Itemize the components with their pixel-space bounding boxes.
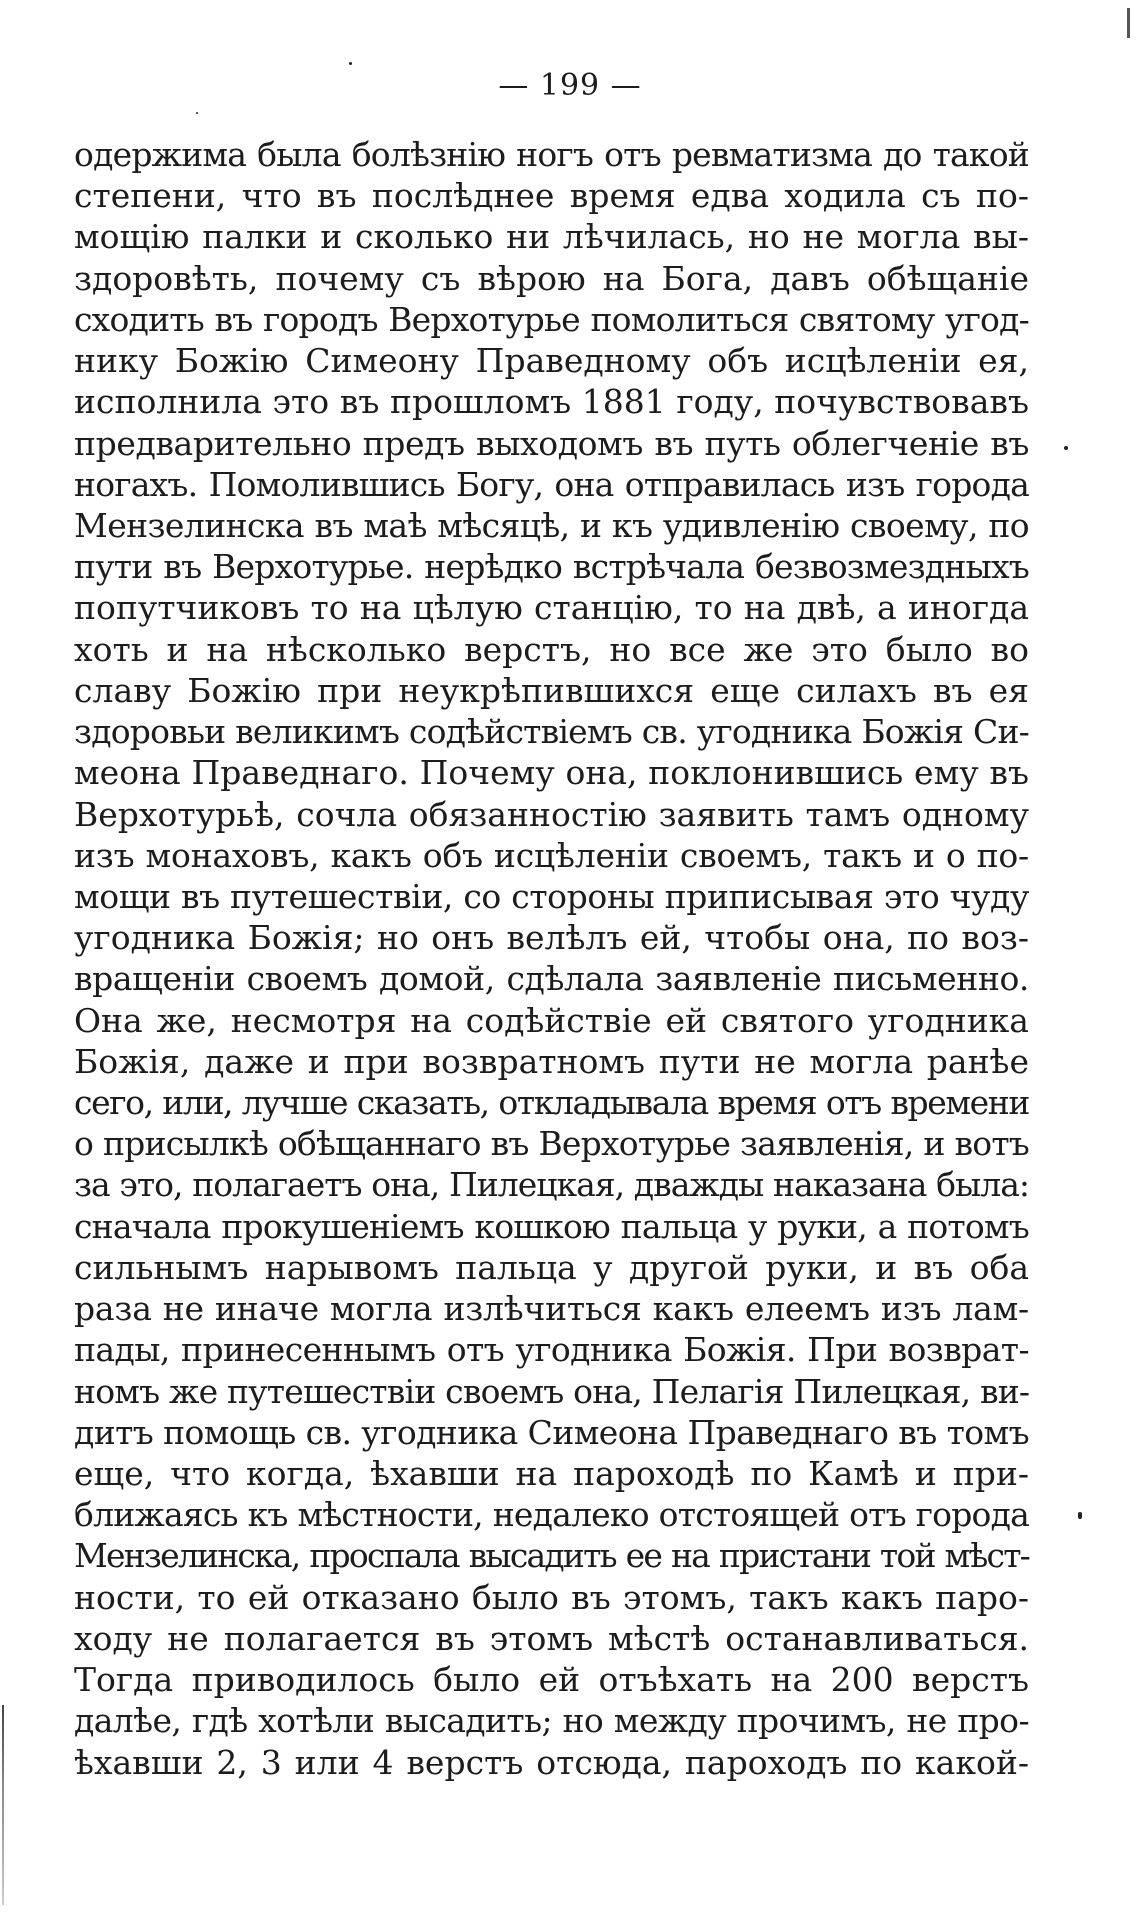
text-line: Она же, несмотря на содѣйствіе ей святого угодника (74, 1000, 1029, 1040)
text-line: сильнымъ нарывомъ пальца у другой руки, и въ оба (74, 1247, 1029, 1287)
text-line: мощію палки и сколько ни лѣчилась, но не могла вы- (74, 217, 1029, 257)
text-line: Божія, даже и при возвратномъ пути не могла ранѣе (74, 1041, 1029, 1081)
text-line: угодника Божія; но онъ велѣлъ ей, чтобы она, по воз- (74, 918, 1029, 958)
text-line: сходить въ городъ Верхотурье помолиться святому угод- (74, 299, 1029, 339)
body-text (74, 134, 1029, 1783)
text-line: раза не иначе могла излѣчиться какъ елеемъ изъ лам- (74, 1289, 1029, 1329)
text-line: о присылкѣ обѣщаннаго въ Верхотурье заявленія, и вотъ (74, 1124, 1029, 1164)
text-line: Мензелинска, проспала высадить ее на пристани той мѣст- (74, 1536, 1029, 1576)
text-line: ходу не полагается въ этомъ мѣстѣ останавливаться. (74, 1618, 1029, 1658)
text-line: славу Божію при неукрѣпившихся еще силахъ въ ея (74, 670, 1029, 710)
text-line: здоровѣть, почему съ вѣрою на Бога, давъ обѣщаніе (74, 258, 1029, 298)
text-line: за это, полагаетъ она, Пилецкая, дважды наказана была: (74, 1165, 1029, 1205)
scan-left-edge (2, 1705, 4, 1905)
text-line: пути въ Верхотурье. нерѣдко встрѣчала безвозмездныхъ (74, 547, 1029, 587)
text-line: ближаясь къ мѣстности, недалеко отстоящей отъ города (74, 1495, 1029, 1535)
text-line: изъ монаховъ, какъ объ исцѣленіи своемъ, такъ и о по- (74, 835, 1029, 875)
text-line: сначала прокушеніемъ кошкою пальца у руки, а потомъ (74, 1206, 1029, 1246)
text-line: попутчиковъ то на цѣлую станцію, то на двѣ, а иногда (74, 588, 1029, 628)
text-line: вращеніи своемъ домой, сдѣлала заявленіе письменно. (74, 959, 1029, 999)
text-line: Тогда приводилось было ей отъѣхать на 200 верстъ (74, 1660, 1029, 1700)
text-line: Мензелинска въ маѣ мѣсяцѣ, и къ удивленію своему, по (74, 505, 1029, 545)
text-line: мощи въ путешествіи, со стороны приписывая это чуду (74, 876, 1029, 916)
text-line: степени, что въ послѣднее время едва ходила съ по- (74, 176, 1029, 216)
text-line: дитъ помощь св. угодника Симеона Праведнаго въ томъ (74, 1412, 1029, 1452)
scan-edge-mark (1127, 8, 1130, 38)
text-line: ности, то ей отказано было въ этомъ, такъ какъ паро- (74, 1577, 1029, 1617)
scan-speck (196, 112, 198, 114)
scan-speck (1064, 446, 1068, 450)
text-line: меона Праведнаго. Почему она, поклонившись ему въ (74, 753, 1029, 793)
text-line: нику Божію Симеону Праведному объ исцѣленіи ея, (74, 341, 1029, 381)
scan-speck (349, 62, 352, 65)
text-line: номъ же путешествіи своемъ она, Пелагія Пилецкая, ви- (74, 1371, 1030, 1411)
text-line: ногахъ. Помолившись Богу, она отправилась изъ города (74, 464, 1029, 504)
text-line: ѣхавши 2, 3 или 4 верстъ отсюда, пароходъ по какой- (74, 1742, 1029, 1782)
text-line: Верхотурьѣ, сочла обязанностію заявить тамъ одному (74, 794, 1029, 834)
text-line: пады, принесеннымъ отъ угодника Божія. При возврат- (74, 1330, 1029, 1370)
text-line: сего, или, лучше сказать, откладывала время отъ времени (74, 1083, 1029, 1123)
text-line: исполнила это въ прошломъ 1881 году, почувствовавъ (74, 382, 1029, 422)
scan-speck (1078, 1512, 1082, 1519)
text-line: хоть и на нѣсколько верстъ, но все же это было во (74, 629, 1029, 669)
text-line: здоровьи великимъ содѣйствіемъ св. угодника Божія Си- (74, 712, 1029, 752)
text-line: еще, что когда, ѣхавши на пароходѣ по Камѣ и при- (74, 1454, 1029, 1493)
text-line: далѣе, гдѣ хотѣли высадить; но между прочимъ, не про- (74, 1701, 1029, 1741)
text-line: предварительно предъ выходомъ въ путь облегченіе въ (74, 423, 1029, 463)
text-line: одержима была болѣзнію ногъ отъ ревматизма до такой (74, 135, 1029, 174)
page-number: — 199 — (498, 68, 642, 103)
